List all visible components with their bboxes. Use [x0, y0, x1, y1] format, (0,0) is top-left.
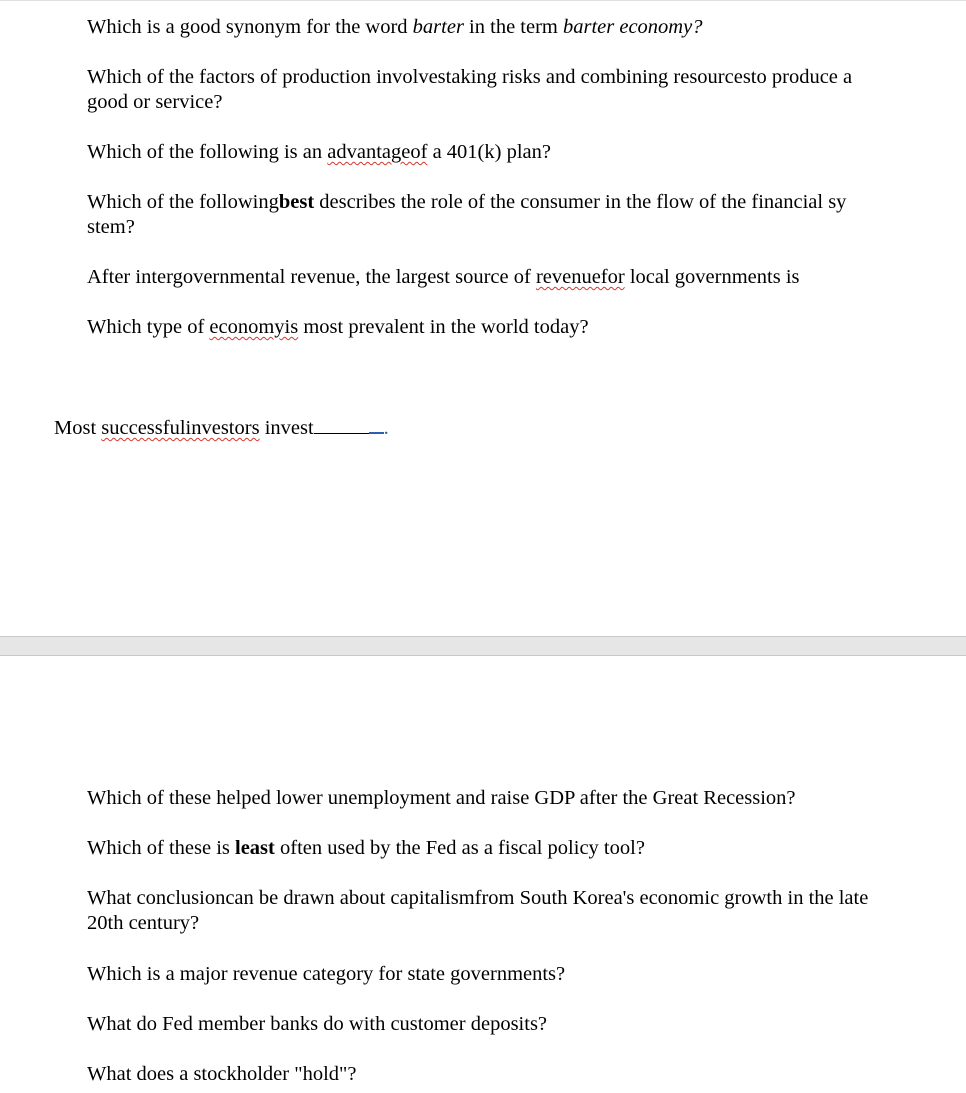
- question-fed-member-banks: What do Fed member banks do with customer deposits?: [87, 1013, 548, 1035]
- spellcheck-word[interactable]: advantageof: [327, 141, 428, 163]
- question-text: often used by the Fed as a fiscal policy tool?: [274, 837, 645, 859]
- question-text: describes the role of the consumer in the flow of the financial sy stem?: [87, 191, 847, 238]
- question-economy-type: [87, 315, 897, 340]
- question-text: Most: [54, 417, 102, 439]
- question-south-korea: What conclusioncan be drawn about capitalismfrom South Korea's economic growth in the late 20th century?: [87, 887, 869, 934]
- question-text: local governments is: [624, 266, 800, 288]
- page-break-gap: [0, 636, 966, 656]
- question-text: a 401(k) plan?: [427, 141, 551, 163]
- spellcheck-word[interactable]: revenuefor: [535, 266, 625, 288]
- question-text: invest: [259, 417, 314, 439]
- question-successful-investors: [54, 416, 864, 441]
- question-text: Which of these is: [87, 837, 236, 859]
- italic-term: barter economy?: [562, 16, 703, 38]
- question-local-revenue: [87, 265, 897, 290]
- question-consumer-role: [87, 190, 897, 240]
- page-top-border: [0, 0, 966, 1]
- bold-term: best: [278, 191, 315, 213]
- question-great-recession: Which of these helped lower unemployment and raise GDP after the Great Recession?: [87, 787, 796, 809]
- answer-blank[interactable]: [314, 419, 369, 434]
- question-barter-synonym: [87, 15, 897, 40]
- document-page-2: [0, 656, 966, 1093]
- question-fed-fiscal-tool: [87, 836, 897, 861]
- question-text: most prevalent in the world today?: [298, 316, 589, 338]
- bold-term: least: [235, 837, 275, 859]
- question-text: in the term: [463, 16, 563, 38]
- spellcheck-word[interactable]: successfulinvestors: [101, 417, 260, 439]
- question-text: Which of the following: [87, 191, 279, 213]
- question-stockholder-hold: What does a stockholder "hold"?: [87, 1063, 357, 1085]
- question-text: .: [383, 417, 389, 439]
- question-state-revenue: Which is a major revenue category for state governments?: [87, 963, 566, 985]
- question-401k-advantage: [87, 140, 897, 165]
- spellcheck-word[interactable]: economyis: [209, 316, 299, 338]
- question-text: After intergovernmental revenue, the largest source of: [87, 266, 536, 288]
- question-text: Which type of: [87, 316, 210, 338]
- italic-term: barter: [412, 16, 464, 38]
- question-factors-of-production: Which of the factors of production involvestaking risks and combining resourcesto produce a good or service?: [87, 66, 853, 113]
- answer-blank-cursor[interactable]: [369, 418, 384, 434]
- question-text: Which of the following is an: [87, 141, 328, 163]
- question-text: Which is a good synonym for the word: [87, 16, 413, 38]
